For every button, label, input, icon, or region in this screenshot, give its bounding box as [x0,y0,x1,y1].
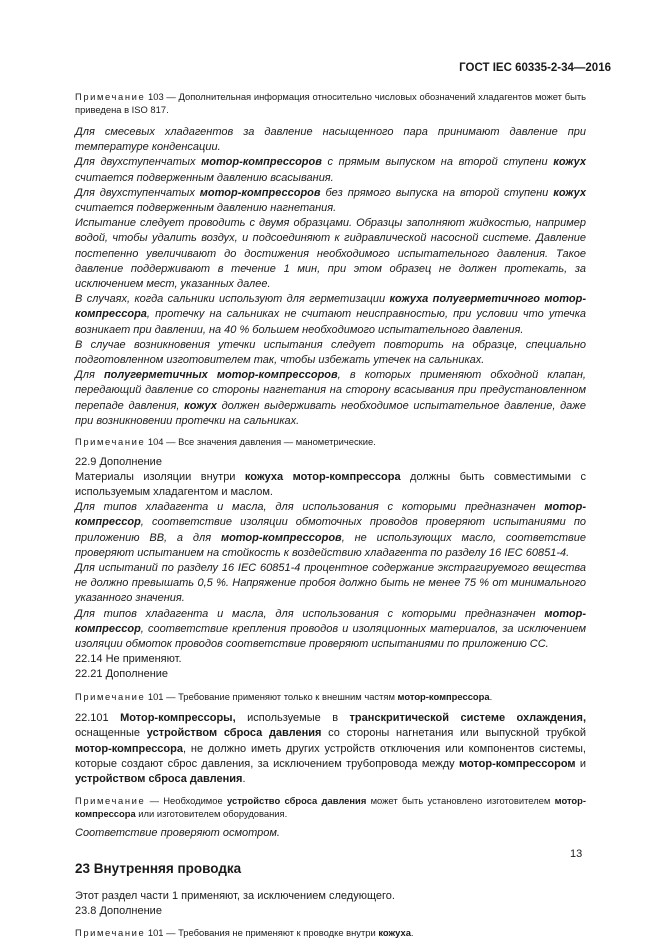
note-text: 103 — Дополнительная информация относительно числовых обозначений хладагентов может быть приведена в ISO 817. [75,91,587,115]
note-label: Примечание [75,91,146,102]
paragraph: Соответствие проверяют осмотром. [75,827,280,840]
paragraph: В случае возникновения утечки испытания следует повторить на образце, специально подготовленном изготовителем так, чтобы избежать утечек на сальниках. [75,338,586,367]
clause-22-9: 22.9 Дополнение [75,455,162,468]
clause-23-8: 23.8 Дополнение [75,904,162,917]
clause-22-21: 22.21 Дополнение [75,668,169,681]
paragraph: Для типов хладагента и масла, для использования с которыми предназначен мотор-компрессор, соответствие крепления проводов и изоляционных материалов, за исключением изоляции обмоток проводов соответствие проверяют испытаниями по приложению СС. [75,607,586,650]
paragraph: Для типов хладагента и масла, для использования с которыми предназначен мотор-компрессор, соответствие изоляции обмоточных проводов проверяют испытаниями по приложению ВВ, а для мотор-компрессоров, не использующих масло, соответствие проверяют испытанием на стойкость к воздействию хладагента по разделу 16 IEC 60851-4. [75,501,586,559]
paragraph: Этот раздел части 1 применяют, за исключением следующего. [75,889,395,902]
paragraph: Материалы изоляции внутри кожуха мотор-компрессора должны быть совместимыми с используемым хладагентом и маслом. [75,470,586,498]
clause-22-14: 22.14 Не применяют. [75,653,182,666]
note-label: Примечание [75,690,146,702]
clause-22-101: 22.101 Мотор-компрессоры, используемые в транскритической системе охлаждения, оснащенные устройством сброса давления со стороны нагнетания или выпускной трубкой мотор-компрессора, не должно иметь других устройств отключения или компонентов системы, которые создают сброс давления, за исключением трубопровода между мотор-компрессором и устройством сброса давления. [75,712,587,785]
paragraph: Для двухступенчатых мотор-компрессоров без прямого выпуска на второй ступени кожух считается подверженным давлению нагнетания. [75,186,587,215]
note-label: Примечание [75,926,146,938]
section-23-title: 23 Внутренняя проводка [75,861,242,877]
note-text: 104 — Все значения давления — манометрические. [147,436,376,448]
paragraph: Для испытаний по разделу 16 IEC 60851-4 процентное содержание экстрагируемого вещества не должно превышать 0,5 %. Напряжение пробоя должно быть не менее 75 % от минимального указанного значения. [75,561,586,605]
note-label: Примечание [75,436,146,448]
standard-header: ГОСТ IEC 60335-2-34—2016 [459,62,611,74]
note-relief-device: Примечание — Необходимое устройство сброса давления может быть установлено изготовителем мотор-компрессора или изготовителем оборудования. [75,795,586,819]
document-body [75,91,586,945]
paragraph: Для полугерметичных мотор-компрессоров, в которых применяют обходной клапан, передающий давление со стороны нагнетания на сторону всасывания при предустановленном перепаде давления, кожух должен выдерживать необходимое испытательное давление, даже при возникновении протечки на сальниках. [75,369,586,427]
note-label: Примечание [75,795,146,807]
note-103 [75,91,586,116]
paragraph: Для двухступенчатых мотор-компрессоров с прямым выпуском на второй ступени кожух считается подверженным давлению всасывания. [75,156,587,184]
note-104 [75,436,586,449]
note-101b: Примечание 101 — Требования не применяют к проводке внутри кожуха. [75,926,414,938]
paragraph: В случаях, когда сальники используют для герметизации кожуха полугерметичного мотор-компрессора, протечку на сальниках не считают неисправностью, при условии что утечка возникает при давлении, на 40 % большем необходимого испытательного давления. [75,293,586,336]
paragraph: Испытание следует проводить с двумя образцами. Образцы заполняют жидкостью, например водой, чтобы удалить воздух, и подсоединяют к гидравлической насосной системе. Давление постепенно увеличивают до достижения необходимого испытательного давления. Такое давление поддерживают в течение 1 мин, при этом образец не должен протекать, за исключением мест, указанных далее. [75,217,586,291]
paragraph: Для смесевых хладагентов за давление насыщенного пара принимают давление при температуре конденсации. [75,126,586,154]
page-number: 13 [570,848,583,860]
note-101a: Примечание 101 — Требование применяют только к внешним частям мотор-компрессора. [75,690,493,702]
